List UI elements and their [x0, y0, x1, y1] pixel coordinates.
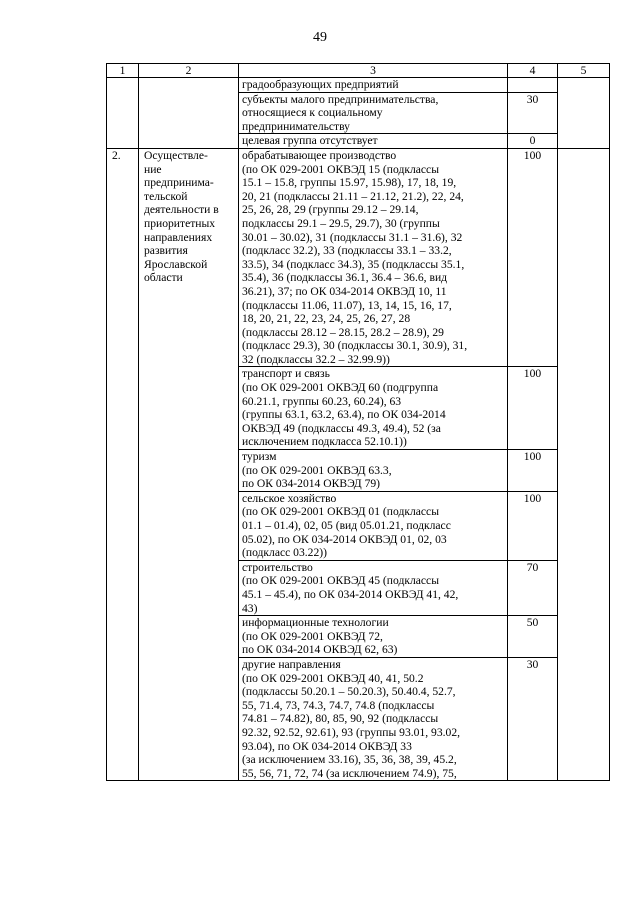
criteria-table	[106, 63, 610, 781]
header-col-2: 2	[139, 64, 239, 78]
points-cell: 100	[508, 450, 558, 492]
points-cell: 0	[508, 134, 558, 149]
header-col-1: 1	[107, 64, 139, 78]
points-cell: 100	[508, 367, 558, 450]
criterion-cell: строительство (по ОК 029-2001 ОКВЭД 45 (подклассы 45.1 – 45.4), по ОК 034-2014 ОКВЭД 41, 42, 43)	[239, 560, 508, 615]
table-row	[107, 78, 610, 93]
header-col-4: 4	[508, 64, 558, 78]
item-title-cell	[139, 78, 239, 149]
points-cell	[508, 78, 558, 93]
points-cell: 50	[508, 616, 558, 658]
criterion-cell: целевая группа отсутствует	[239, 134, 508, 149]
notes-cell	[558, 148, 610, 780]
points-cell: 30	[508, 657, 558, 780]
notes-cell	[558, 78, 610, 149]
item-number-cell	[107, 78, 139, 149]
table-row	[107, 148, 610, 367]
points-cell: 70	[508, 560, 558, 615]
criterion-cell: субъекты малого предпринимательства, относящиеся к социальному предпринимательству	[239, 92, 508, 134]
criterion-cell: сельское хозяйство (по ОК 029-2001 ОКВЭД 01 (подклассы 01.1 – 01.4), 02, 05 (вид 05.01.21, подкласс 05.02), по ОК 034-2014 ОКВЭД 01, 02, 03 (подкласс 03.22))	[239, 491, 508, 560]
header-row	[107, 64, 610, 78]
criterion-cell: информационные технологии (по ОК 029-2001 ОКВЭД 72, по ОК 034-2014 ОКВЭД 62, 63)	[239, 616, 508, 658]
criterion-cell: туризм (по ОК 029-2001 ОКВЭД 63.3, по ОК 034-2014 ОКВЭД 79)	[239, 450, 508, 492]
page-number: 49	[313, 30, 327, 45]
criterion-cell: обрабатывающее производство (по ОК 029-2001 ОКВЭД 15 (подклассы 15.1 – 15.8, группы 15.97, 15.98), 17, 18, 19, 20, 21 (подклассы 21.11 – 21.12, 21.2), 22, 24, 25, 26, 28, 29 (группы 29.12 – 29.14, подклассы 29.1 – 29.5, 29.7), 30 (группы 30.01 – 30.02), 31 (подклассы 31.1 – 31.6), 32 (подкласс 32.2), 33 (подклассы 33.1 – 33.2, 33.5), 34 (подкласс 34.3), 35 (подклассы 35.1, 35.4), 36 (подклассы 36.1, 36.4 – 36.6, вид 36.21), 37; по ОК 034-2014 ОКВЭД 10, 11 (подклассы 11.06, 11.07), 13, 14, 15, 16, 17, 18, 20, 21, 22, 23, 24, 25, 26, 27, 28 (подклассы 28.12 – 28.15, 28.2 – 28.9), 29 (подкласс 29.3), 30 (подклассы 30.1, 30.9), 31, 32 (подклассы 32.2 – 32.99.9))	[239, 148, 508, 367]
criterion-cell: градообразующих предприятий	[239, 78, 508, 93]
item-number: 2.	[107, 148, 139, 780]
header-col-3: 3	[239, 64, 508, 78]
criterion-cell: транспорт и связь (по ОК 029-2001 ОКВЭД 60 (подгруппа 60.21.1, группы 60.23, 60.24), 63 (группы 63.1, 63.2, 63.4), по ОК 034-2014 ОКВЭД 49 (подклассы 49.3, 49.4), 52 (за исключением подкласса 52.10.1))	[239, 367, 508, 450]
points-cell: 100	[508, 491, 558, 560]
item-title: Осуществле- ние предпринима- тельской деятельности в приоритетных направлениях развития Ярославской области	[139, 148, 239, 780]
points-cell: 100	[508, 148, 558, 367]
points-cell: 30	[508, 92, 558, 134]
header-col-5: 5	[558, 64, 610, 78]
criterion-cell: другие направления (по ОК 029-2001 ОКВЭД 40, 41, 50.2 (подклассы 50.20.1 – 50.20.3), 50.40.4, 52.7, 55, 71.4, 73, 74.3, 74.7, 74.8 (подклассы 74.81 – 74.82), 80, 85, 90, 92 (подклассы 92.32, 92.52, 92.61), 93 (группы 93.01, 93.02, 93.04), по ОК 034-2014 ОКВЭД 33 (за исключением 33.16), 35, 36, 38, 39, 45.2, 55, 56, 71, 72, 74 (за исключением 74.9), 75,	[239, 657, 508, 780]
